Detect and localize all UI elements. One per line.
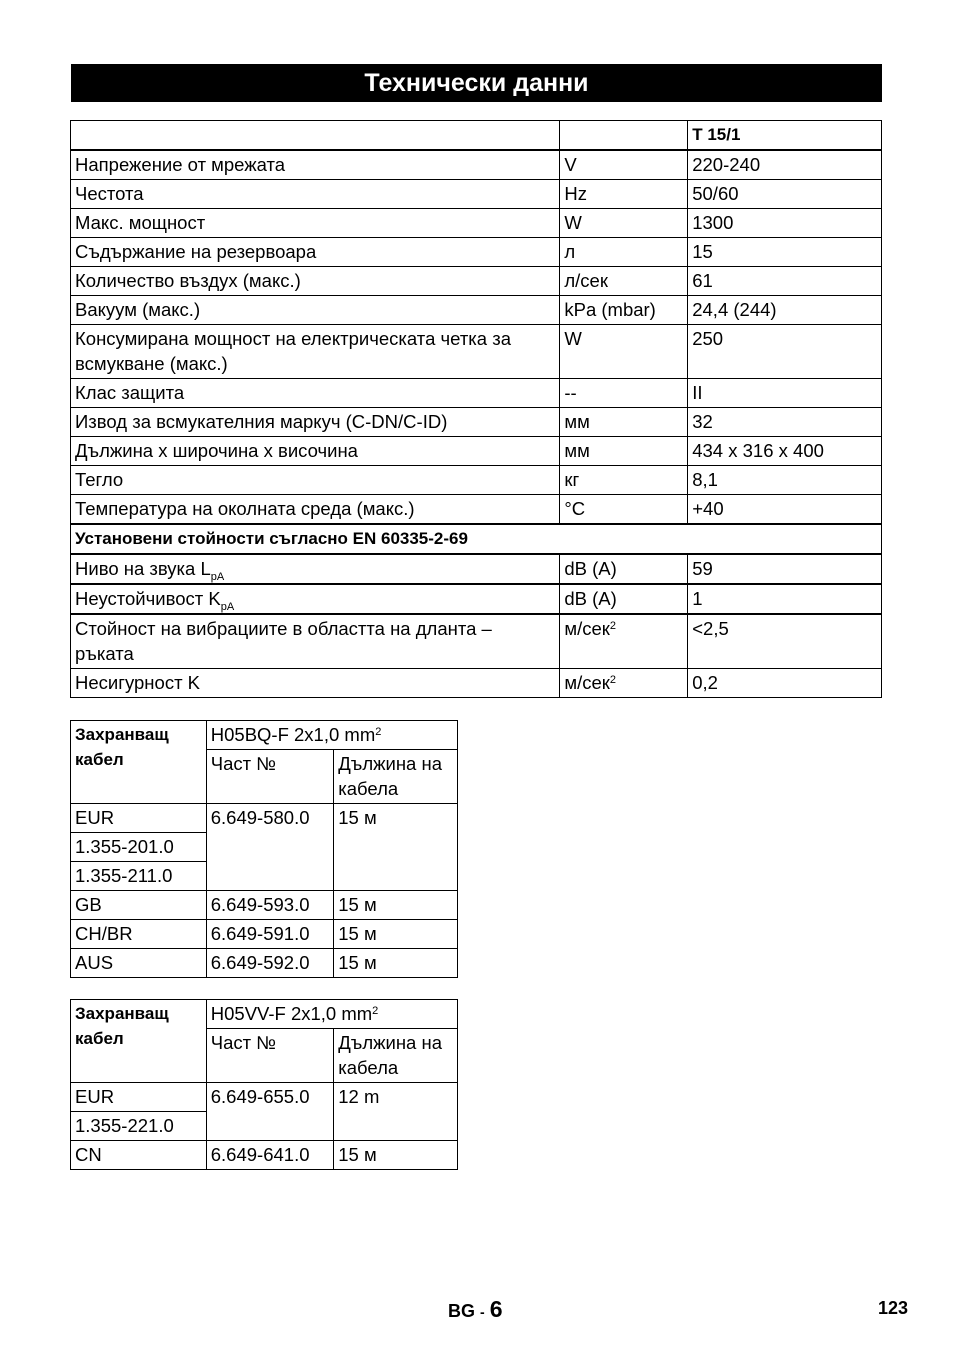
- spec-name: Несигурност K: [71, 669, 560, 698]
- col-cable-length: Дължина на кабела: [334, 1029, 458, 1083]
- table-row: [71, 325, 882, 379]
- region: CN: [71, 1141, 207, 1170]
- spec-unit: W: [560, 209, 688, 238]
- table-row: [71, 209, 882, 238]
- cable-length: 15 м: [334, 891, 458, 920]
- col-part-number: Част №: [206, 1029, 334, 1083]
- spec-name: Извод за всмукателния маркуч (C-DN/C-ID): [71, 408, 560, 437]
- page-title: Технически данни: [71, 64, 882, 102]
- footer-section-label: [448, 1296, 503, 1323]
- region: 1.355-211.0: [71, 862, 207, 891]
- spec-unit: dB (A): [560, 584, 688, 614]
- vib-uncertainty-unit-sup: 2: [609, 674, 616, 686]
- col-cable-length: Дължина на кабела: [334, 750, 458, 804]
- spec-name: Съдържание на резервоара: [71, 238, 560, 267]
- spec-name: [71, 584, 560, 614]
- part-number: 6.649-655.0: [206, 1083, 334, 1141]
- cable-length: 15 м: [334, 1141, 458, 1170]
- spec-unit: мм: [560, 408, 688, 437]
- spec-value: 32: [688, 408, 882, 437]
- cable-label: Захранващ кабел: [71, 1000, 207, 1083]
- spec-unit: л/сек: [560, 267, 688, 296]
- spec-name: Количество въздух (макс.): [71, 267, 560, 296]
- spec-name: Консумирана мощност на електрическата четка за всмукване (макс.): [71, 325, 560, 379]
- header-empty-cell: [560, 121, 688, 151]
- spec-unit: [560, 614, 688, 669]
- noise-subscript: pA: [210, 571, 225, 583]
- spec-value: 50/60: [688, 180, 882, 209]
- spec-value: 220-240: [688, 150, 882, 180]
- spec-unit: л: [560, 238, 688, 267]
- spec-name: Дължина х широчина х височина: [71, 437, 560, 466]
- region: 1.355-201.0: [71, 833, 207, 862]
- table-row: [71, 1141, 458, 1170]
- spec-value: +40: [688, 495, 882, 525]
- cable-type-sup: 2: [372, 1005, 379, 1017]
- table-row: [71, 495, 882, 525]
- cable-type: [206, 721, 457, 750]
- table-row: [71, 466, 882, 495]
- part-number: 6.649-580.0: [206, 804, 334, 891]
- part-number: 6.649-592.0: [206, 949, 334, 978]
- spec-unit: Hz: [560, 180, 688, 209]
- section-title: Установени стойности съгласно EN 60335-2-69: [71, 524, 882, 554]
- table-row: [71, 408, 882, 437]
- spec-value: 8,1: [688, 466, 882, 495]
- vib-uncertainty-unit: м/сек: [564, 672, 610, 693]
- spec-unit: °C: [560, 495, 688, 525]
- spec-value: II: [688, 379, 882, 408]
- table-row: [71, 180, 882, 209]
- table-header-row: [71, 121, 882, 151]
- spec-value: 15: [688, 238, 882, 267]
- footer-lang: BG: [448, 1301, 475, 1321]
- spec-value: <2,5: [688, 614, 882, 669]
- table-row: [71, 267, 882, 296]
- page-number: 123: [878, 1298, 909, 1318]
- cable-length: 15 м: [334, 920, 458, 949]
- table-row: [71, 949, 458, 978]
- header-empty-cell: [71, 121, 560, 151]
- spec-unit: [560, 669, 688, 698]
- table-row: [71, 614, 882, 669]
- power-cable-table-2: [70, 999, 458, 1170]
- table-row: [71, 584, 882, 614]
- spec-name: Стойност на вибрациите в областта на дланта – ръката: [71, 614, 560, 669]
- table-row: [71, 554, 882, 584]
- part-number: 6.649-591.0: [206, 920, 334, 949]
- table-row: [71, 437, 882, 466]
- cable-type-text: H05BQ-F 2x1,0 mm: [210, 724, 376, 745]
- col-part-number: Част №: [206, 750, 334, 804]
- noise-label: Ниво на звука L: [75, 558, 211, 579]
- uncertainty-subscript: pA: [220, 601, 235, 613]
- spec-unit: V: [560, 150, 688, 180]
- part-number: 6.649-641.0: [206, 1141, 334, 1170]
- table-row: [71, 920, 458, 949]
- power-cable-table-1: [70, 720, 458, 978]
- spec-value: 24,4 (244): [688, 296, 882, 325]
- uncertainty-label: Неустойчивост K: [75, 588, 221, 609]
- spec-name: Честота: [71, 180, 560, 209]
- spec-unit: кг: [560, 466, 688, 495]
- vibration-unit-sup: 2: [609, 620, 616, 632]
- spec-value: 59: [688, 554, 882, 584]
- spec-name: Тегло: [71, 466, 560, 495]
- table-row: [71, 238, 882, 267]
- table-row: [71, 150, 882, 180]
- technical-data-table: [70, 120, 882, 698]
- spec-unit: kPa (mbar): [560, 296, 688, 325]
- vibration-unit: м/сек: [564, 618, 610, 639]
- spec-value: 250: [688, 325, 882, 379]
- cable-header-row: [71, 1000, 458, 1029]
- spec-name: Вакуум (макс.): [71, 296, 560, 325]
- section-row: [71, 524, 882, 554]
- spec-unit: --: [560, 379, 688, 408]
- spec-value: 61: [688, 267, 882, 296]
- region: EUR: [71, 1083, 207, 1112]
- table-row: [71, 669, 882, 698]
- cable-type: [206, 1000, 457, 1029]
- table-row: [71, 296, 882, 325]
- footer-section-page: 6: [489, 1296, 503, 1322]
- spec-unit: dB (A): [560, 554, 688, 584]
- model-header: T 15/1: [688, 121, 882, 151]
- cable-length: 12 m: [334, 1083, 458, 1141]
- spec-name: Клас защита: [71, 379, 560, 408]
- footer-dash: -: [480, 1304, 485, 1320]
- cable-length: 15 м: [334, 804, 458, 891]
- spec-value: 434 x 316 x 400: [688, 437, 882, 466]
- region: EUR: [71, 804, 207, 833]
- cable-type-text: H05VV-F 2x1,0 mm: [210, 1003, 373, 1024]
- spec-unit: W: [560, 325, 688, 379]
- spec-value: 1300: [688, 209, 882, 238]
- spec-value: 0,2: [688, 669, 882, 698]
- cable-label: Захранващ кабел: [71, 721, 207, 804]
- cable-type-sup: 2: [375, 726, 382, 738]
- cable-length: 15 м: [334, 949, 458, 978]
- table-row: [71, 1083, 458, 1112]
- region: 1.355-221.0: [71, 1112, 207, 1141]
- table-row: [71, 891, 458, 920]
- cable-header-row: [71, 721, 458, 750]
- spec-value: 1: [688, 584, 882, 614]
- table-row: [71, 379, 882, 408]
- spec-name: Напрежение от мрежата: [71, 150, 560, 180]
- part-number: 6.649-593.0: [206, 891, 334, 920]
- region: AUS: [71, 949, 207, 978]
- spec-name: Макс. мощност: [71, 209, 560, 238]
- region: GB: [71, 891, 207, 920]
- table-row: [71, 804, 458, 833]
- region: CH/BR: [71, 920, 207, 949]
- spec-name: [71, 554, 560, 584]
- spec-name: Температура на околната среда (макс.): [71, 495, 560, 525]
- spec-unit: мм: [560, 437, 688, 466]
